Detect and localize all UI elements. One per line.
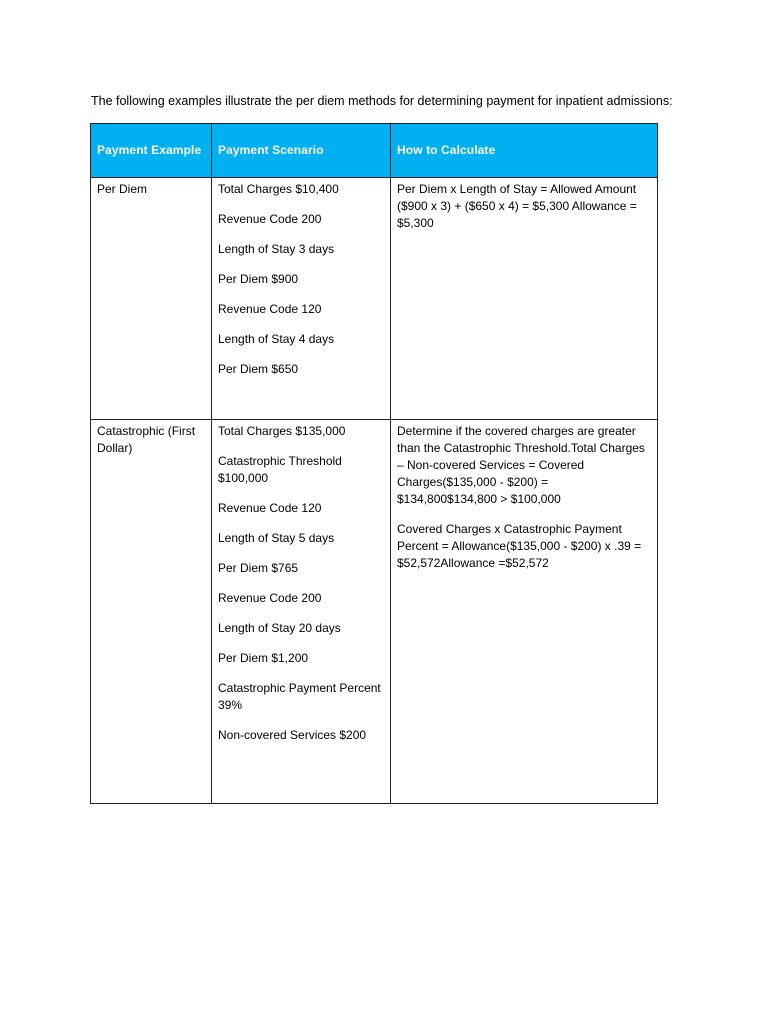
payment-scenario-cell	[212, 420, 391, 804]
scenario-item: Per Diem $765	[218, 561, 299, 575]
scenario-item: Non-covered Services $200	[218, 728, 367, 742]
scenario-item: Catastrophic Payment Percent 39%	[218, 681, 381, 712]
intro-text: The following examples illustrate the per diem methods for determining payment for inpatient admissions:	[91, 94, 673, 108]
scenario-item: Revenue Code 200	[218, 212, 322, 226]
scenario-item: Length of Stay 5 days	[218, 531, 335, 545]
calculation-text: Determine if the covered charges are greater than the Catastrophic Threshold.Total Charges – Non-covered Services = Covered Charges($135,000 - $200) = $134,800$134,800 > $100,000	[397, 424, 645, 506]
table-header-row	[91, 124, 658, 178]
scenario-item: Length of Stay 3 days	[218, 242, 335, 256]
scenario-item: Per Diem $1,200	[218, 651, 309, 665]
calculation-text: Covered Charges x Catastrophic Payment Percent = Allowance($135,000 - $200) x .39 = $52,572Allowance =$52,572	[397, 522, 642, 570]
scenario-item: Revenue Code 120	[218, 302, 322, 316]
payment-scenario-cell	[212, 178, 391, 420]
scenario-item: Per Diem $650	[218, 362, 299, 376]
scenario-item: Revenue Code 200	[218, 591, 322, 605]
scenario-item: Length of Stay 4 days	[218, 332, 335, 346]
scenario-item: Catastrophic Threshold $100,000	[218, 454, 342, 485]
header-payment-scenario: Payment Scenario	[212, 124, 391, 178]
how-to-calculate-cell	[391, 178, 658, 420]
calculation-text: Per Diem x Length of Stay = Allowed Amount ($900 x 3) + ($650 x 4) = $5,300 Allowance = $5,300	[397, 182, 637, 230]
scenario-item: Per Diem $900	[218, 272, 299, 286]
header-how-to-calculate: How to Calculate	[391, 124, 658, 178]
scenario-item: Total Charges $135,000	[218, 424, 346, 438]
table-row	[91, 420, 658, 804]
scenario-item: Revenue Code 120	[218, 501, 322, 515]
scenario-item: Length of Stay 20 days	[218, 621, 341, 635]
payment-example-cell: Catastrophic (First Dollar)	[91, 420, 212, 804]
header-payment-example: Payment Example	[91, 124, 212, 178]
scenario-item: Total Charges $10,400	[218, 182, 339, 196]
how-to-calculate-cell	[391, 420, 658, 804]
payment-examples-table	[90, 123, 658, 804]
payment-example-cell: Per Diem	[91, 178, 212, 420]
table-row	[91, 178, 658, 420]
